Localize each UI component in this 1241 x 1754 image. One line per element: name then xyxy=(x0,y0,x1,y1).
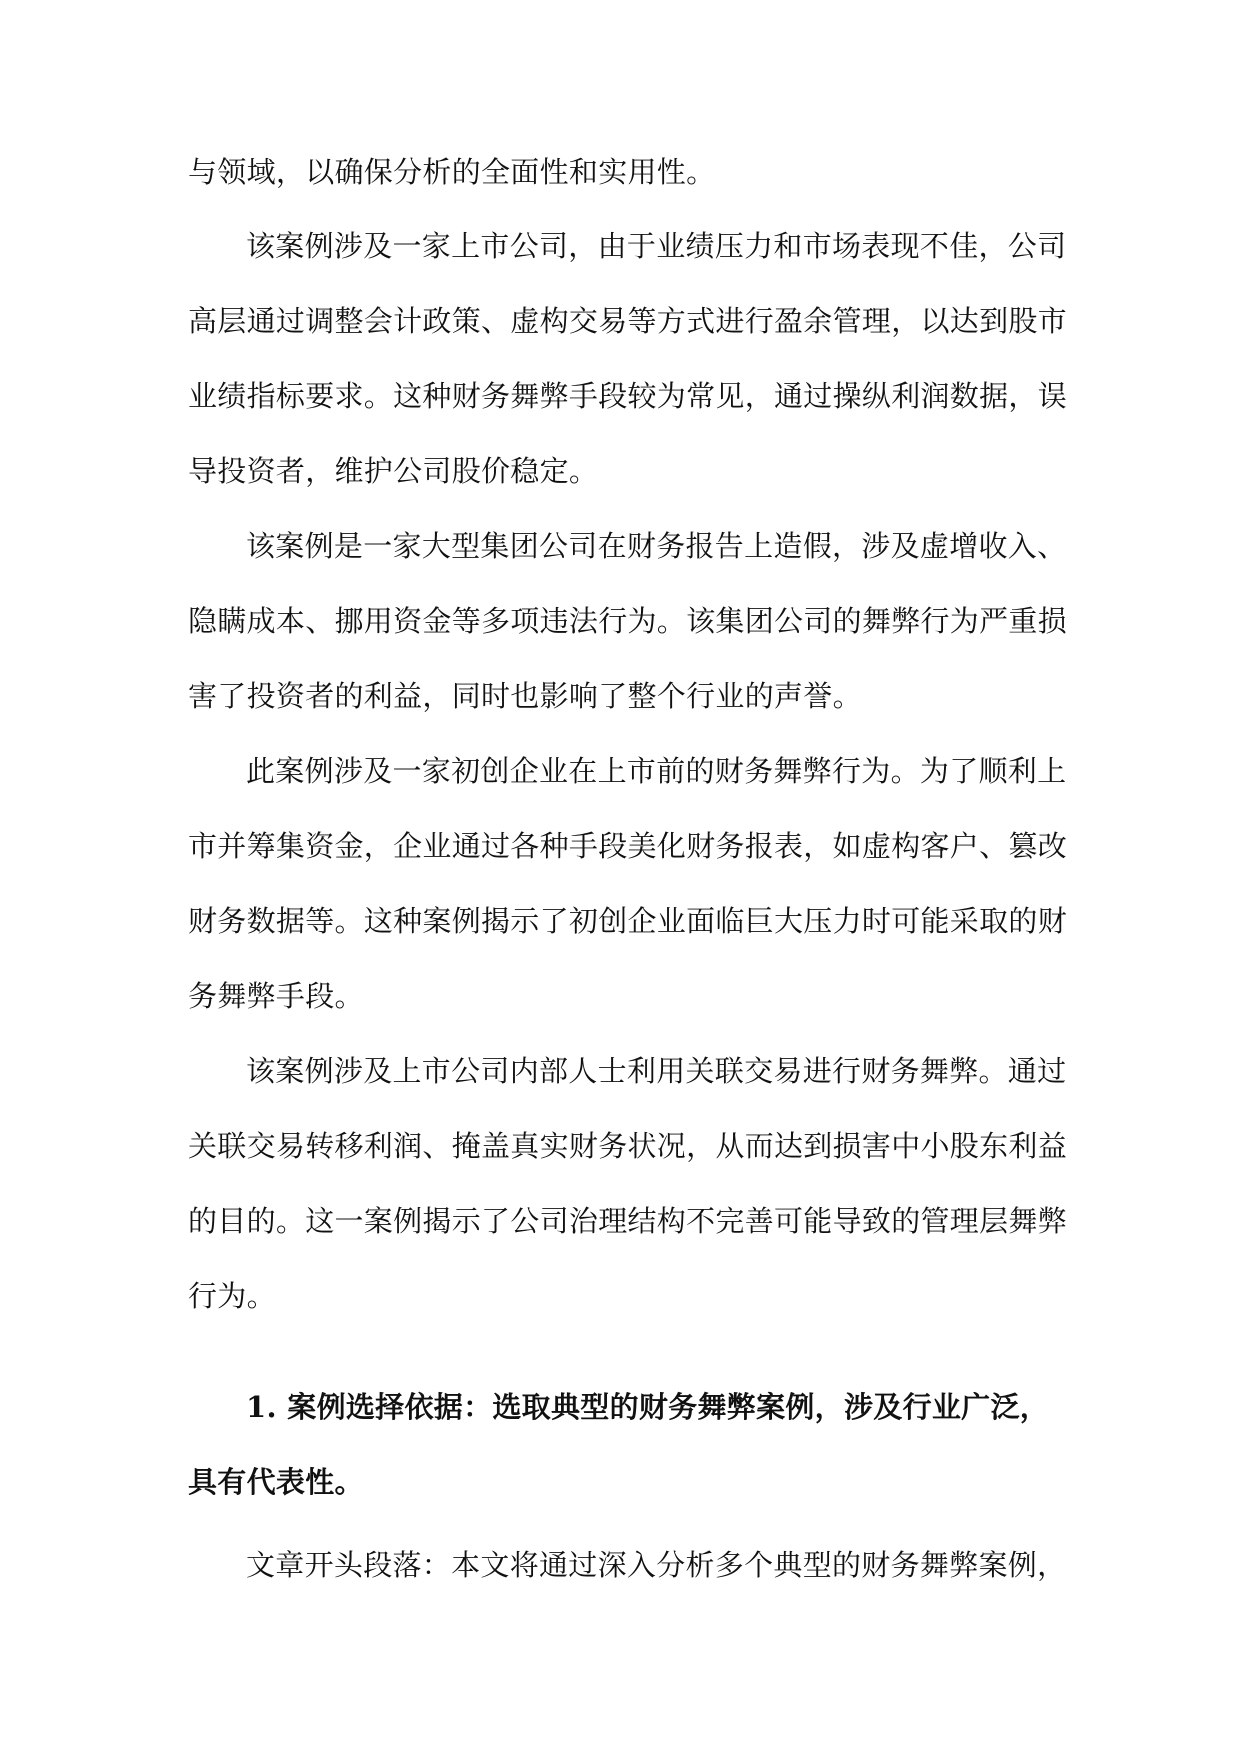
paragraph-line: 行为。 xyxy=(188,1279,276,1313)
paragraph-line: 与领域，以确保分析的全面性和实用性。 xyxy=(188,155,716,189)
paragraph-line: 该案例涉及一家上市公司，由于业绩压力和市场表现不佳，公司 xyxy=(246,229,1067,263)
paragraph-line: 关联交易转移利润、掩盖真实财务状况，从而达到损害中小股东利益 xyxy=(188,1129,1068,1163)
section-heading: 1. 案例选择依据：选取典型的财务舞弊案例，涉及行业广泛， xyxy=(246,1390,1050,1424)
paragraph-line: 业绩指标要求。这种财务舞弊手段较为常见，通过操纵利润数据，误 xyxy=(188,379,1068,413)
paragraph-line: 的目的。这一案例揭示了公司治理结构不完善可能导致的管理层舞弊 xyxy=(188,1204,1068,1238)
paragraph-line: 务舞弊手段。 xyxy=(188,979,364,1013)
paragraph-line: 文章开头段落：本文将通过深入分析多个典型的财务舞弊案例， xyxy=(246,1548,1067,1582)
paragraph-line: 害了投资者的利益，同时也影响了整个行业的声誉。 xyxy=(188,679,862,713)
paragraph-line: 市并筹集资金，企业通过各种手段美化财务报表，如虚构客户、篡改 xyxy=(188,829,1068,863)
paragraph-line: 高层通过调整会计政策、虚构交易等方式进行盈余管理，以达到股市 xyxy=(188,304,1068,338)
paragraph-line: 财务数据等。这种案例揭示了初创企业面临巨大压力时可能采取的财 xyxy=(188,904,1068,938)
paragraph-line: 此案例涉及一家初创企业在上市前的财务舞弊行为。为了顺利上 xyxy=(246,754,1067,788)
paragraph-line: 该案例是一家大型集团公司在财务报告上造假，涉及虚增收入、 xyxy=(246,529,1067,563)
paragraph-line: 隐瞒成本、挪用资金等多项违法行为。该集团公司的舞弊行为严重损 xyxy=(188,604,1068,638)
paragraph-line: 该案例涉及上市公司内部人士利用关联交易进行财务舞弊。通过 xyxy=(246,1054,1067,1088)
paragraph-line: 导投资者，维护公司股价稳定。 xyxy=(188,454,599,488)
section-heading: 具有代表性。 xyxy=(188,1465,364,1499)
